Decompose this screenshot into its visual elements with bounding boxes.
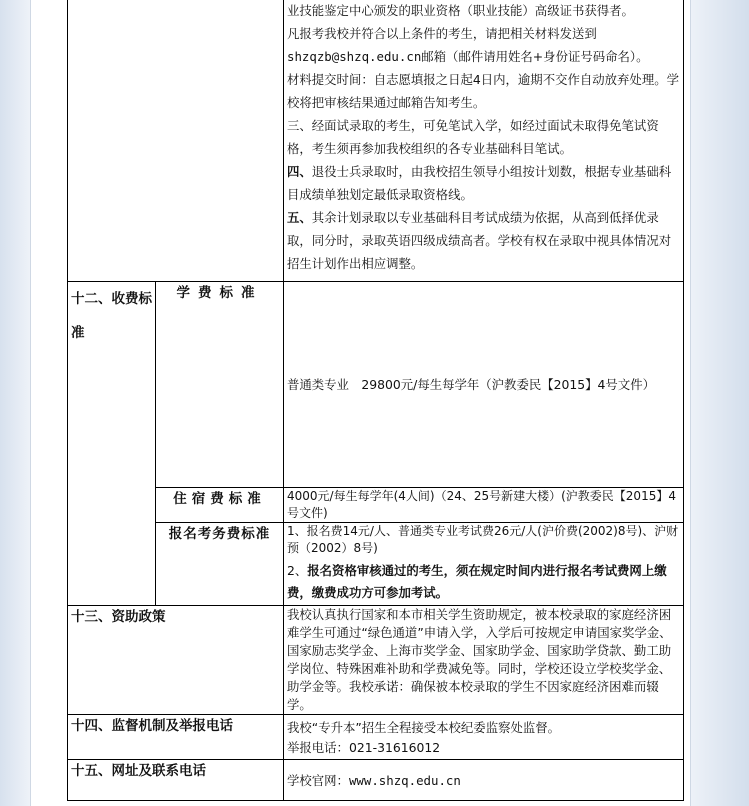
exam-fee-text-2 [287, 560, 680, 604]
rules-text: 其余计划录取以专业基础科目考试成绩为依据，从高到低择优录取，同分时，录取英语四级成绩高者。学校有权在录取中视具体情况对招生计划作出相应调整。 [287, 210, 672, 271]
empty-label-cell [68, 0, 284, 282]
supervision-cell [284, 715, 684, 760]
tuition-label: 学费标准 [156, 282, 284, 488]
admission-rules-cell [284, 0, 684, 282]
fee-standard-label: 十二、收费标准 [68, 282, 156, 606]
rules-number: 五、 [287, 210, 312, 225]
admission-table [67, 0, 684, 801]
report-phone: 举报电话：021-31616012 [287, 740, 441, 755]
rules-text: 邮箱（邮件请用姓名+身份证号码命名）。 [421, 49, 649, 64]
rules-paragraph-4: 三、经面试录取的考生，可免笔试入学，如经过面试未取得免笔试资格，考生须再参加我校组织的各专业基础科目笔试。 [287, 118, 659, 156]
admission-rules-row [68, 0, 684, 282]
document-page [30, 0, 691, 806]
contact-label: 十五、网址及联系电话 [68, 760, 284, 801]
page-background-right [689, 0, 749, 806]
contact-cell [284, 760, 684, 801]
supervision-label: 十四、监督机制及举报电话 [68, 715, 284, 760]
tuition-text: 普通类专业 29800元/每生每学年（沪教委民【2015】4号文件） [284, 282, 684, 488]
exam-fee-row [68, 523, 684, 606]
rules-paragraph-6 [287, 206, 680, 275]
rules-paragraph-1: 业技能鉴定中心颁发的职业资格（职业技能）高级证书获得者。 [287, 3, 634, 18]
page-background-left [0, 0, 30, 806]
rules-paragraph-5 [287, 160, 680, 206]
aid-policy-row [68, 606, 684, 715]
exam-fee-text-1: 1、报名费14元/人、普通类专业考试费26元/人(沪价费(2002)8号)、沪财预（2002）8号) [287, 524, 679, 555]
exam-fee-label: 报名考务费标准 [156, 523, 284, 606]
supervision-text: 我校“专升本”招生全程接受本校纪委监察处监督。 [287, 720, 561, 735]
supervision-row [68, 715, 684, 760]
tuition-row [68, 282, 684, 488]
exam-fee-cell [284, 523, 684, 606]
contact-row [68, 760, 684, 801]
website-prefix: 学校官网： [287, 772, 349, 788]
rules-text: 退役士兵录取时，由我校招生领导小组按计划数，根据专业基础科目成绩单独划定最低录取资格线。 [287, 164, 672, 202]
housing-text: 4000元/每生每学年(4人间)（24、25号新建大楼）(沪教委民【2015】4号文件) [284, 488, 684, 523]
exam-fee-number: 2、 [287, 563, 308, 578]
exam-fee-note: 报名资格审核通过的考生，须在规定时间内进行报名考试费网上缴费，缴费成功方可参加考试。 [287, 563, 667, 600]
website-link[interactable]: www.shzq.edu.cn [348, 772, 461, 788]
aid-policy-label: 十三、资助政策 [68, 606, 284, 715]
email-link[interactable]: shzqzb@shzq.edu.cn [287, 49, 422, 64]
rules-number: 四、 [287, 164, 312, 179]
housing-row [68, 488, 684, 523]
rules-text: 凡报考我校并符合以上条件的考生，请把相关材料发送到 [287, 26, 597, 41]
rules-paragraph-3: 材料提交时间：自志愿填报之日起4日内，逾期不交作自动放弃处理。学校将把审核结果通过邮箱告知考生。 [287, 72, 679, 110]
rules-paragraph-2 [287, 22, 680, 68]
aid-policy-text: 我校认真执行国家和本市相关学生资助规定，被本校录取的家庭经济困难学生可通过“绿色通道”申请入学，入学后可按规定申请国家奖学金、国家励志奖学金、上海市奖学金、国家助学金、国家助学贷款、勤工助学岗位、特殊困难补助和学费减免等。同时，学校还设立学校奖学金、助学金等。我校承诺：确保被本校录取的学生不因家庭经济困难而辍学。 [284, 606, 684, 715]
housing-label: 住宿费标准 [156, 488, 284, 523]
